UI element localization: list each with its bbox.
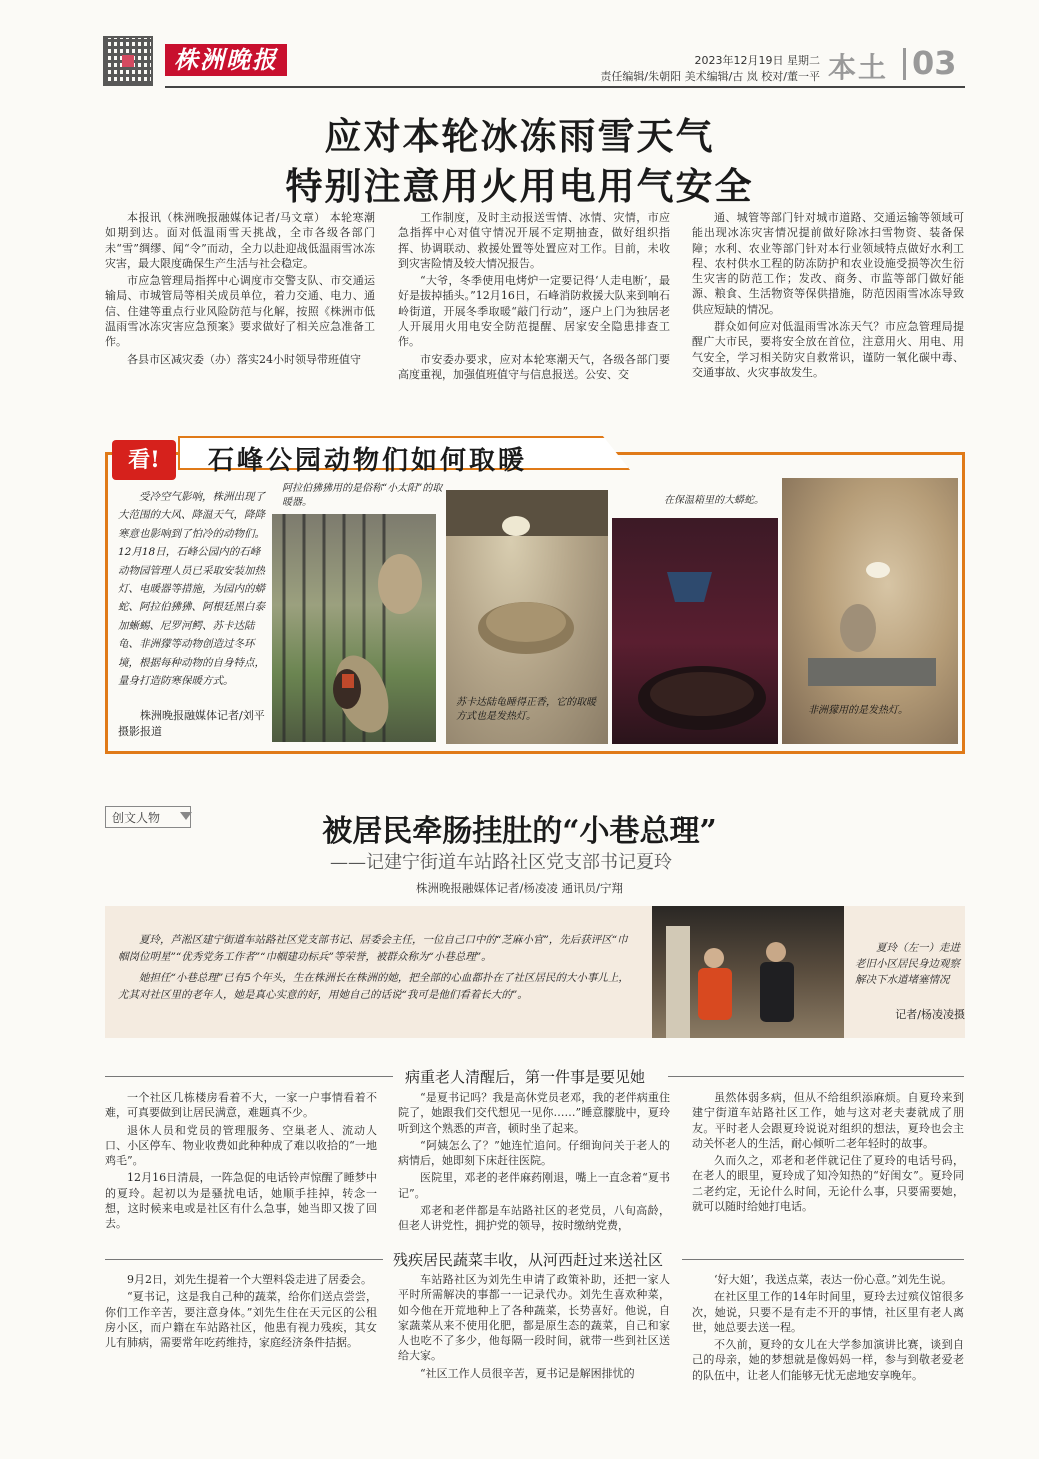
photo-caption: 在保温箱里的大蟒蛇。 bbox=[664, 495, 764, 506]
subhead-rule bbox=[668, 1076, 964, 1077]
lead-headline-2: 特别注意用火用电用气安全 bbox=[285, 165, 754, 208]
paragraph: 夏玲，芦淞区建宁街道车站路社区党支部书记、居委会主任，一位自己口中的“芝麻小官”，先后获评区“巾帼岗位明星”“优秀党务工作者”“巾帼建功标兵”等荣誉，被群众称为“小巷总理”。 bbox=[118, 934, 628, 963]
paragraph: “大爷，冬季使用电烤炉一定要记得‘人走电断’，最好是拔掉插头。”12月16日，石峰消防救援大队来到响石岭街道，开展冬季取暖“敲门行动”，逐户上门为独居老人开展用火用电安全防范提醒、居家安全隐患排查工作。 bbox=[398, 274, 670, 349]
paragraph: 邓老和老伴都是车站路社区的老党员，八旬高龄，但老人讲党性，拥护党的领导，按时缴纳党费， bbox=[398, 1204, 670, 1233]
paragraph: 工作制度，及时主动报送雪情、冰情、灾情，市应急指挥中心对值守情况开展不定期抽查，做好组织指挥、协调联动、救援处置等处置应对工作。目前，未收到灾害险情及较大情况报告。 bbox=[398, 211, 670, 270]
paragraph: 12月16日清晨，一阵急促的电话铃声惊醒了睡梦中的夏玲。起初以为是骚扰电话，她顺手挂掉，转念一想，这时候来电或是社区有什么急事，她当即又拨了回去。 bbox=[105, 1171, 377, 1231]
paragraph: 车站路社区为刘先生申请了政策补助，还把一家人平时所需解决的事都一一记录代办。刘先生喜欢种菜，如今他在开荒地种上了各种蔬菜，长势喜好。他说，自家蔬菜从来不使用化肥，都是原生态的蔬菜，自己和家人也吃不了多少，他每隔一段时间，就带一些到社区送给大家。 bbox=[398, 1273, 670, 1363]
photo-baboon bbox=[272, 514, 436, 742]
paragraph: 本报讯（株洲晚报融媒体记者/马文章） 本轮寒潮如期到达。面对低温雨雪天挑战，全市各级各部门未“雪”绸缪、闻“令”而动，全力以赴迎战低温雨雪冰冻灾害，最大限度确保生产生活与社会稳定。 bbox=[105, 211, 375, 270]
paragraph: 群众如何应对低温雨雪冰冻天气？市应急管理局提醒广大市民，要将安全放在首位，注意用火、用电、用气安全，学习相关防灾自救常识，谨防一氧化碳中毒、交通事故、火灾事故发生。 bbox=[692, 320, 964, 379]
xia-ling-photo-art bbox=[652, 906, 844, 1038]
header-rule bbox=[165, 86, 965, 88]
s2-col-2 bbox=[398, 1272, 670, 1384]
profile-headline: 被居民牵肠挂肚的“小巷总理” bbox=[322, 814, 717, 849]
subhead-1: 病重老人清醒后，第一件事是要见她 bbox=[405, 1068, 646, 1086]
profile-byline: 株洲晚报融媒体记者/杨凌凌 通讯员/宁翔 bbox=[416, 881, 623, 895]
paragraph: “是夏书记吗？我是高休党员老邓，我的老伴病重住院了，她跟我们交代想见一见你……”睡意朦胧中，夏玲听到这个熟悉的声音，顿时坐了起来。 bbox=[398, 1091, 670, 1135]
s2-col-3 bbox=[692, 1272, 964, 1384]
photo-meerkat bbox=[782, 478, 958, 744]
lead-col-2 bbox=[398, 210, 670, 410]
paragraph: ‘好大姐’，我送点菜，表达一份心意。”刘先生说。 bbox=[714, 1273, 953, 1286]
section-name: 本土 bbox=[828, 51, 889, 84]
issue-date: 2023年12月19日 星期二 bbox=[694, 54, 820, 67]
paragraph: 她担任“小巷总理”已有5个年头，生在株洲长在株洲的她，把全部的心血都扑在了社区居民的大小事儿上，尤其对社区里的老年人，她是真心实意的好，用她自己的话说“我可是他们看着长大的”。 bbox=[118, 972, 629, 1001]
subhead-rule bbox=[682, 1259, 964, 1260]
photo-caption: 夏玲（左一）走进老旧小区居民身边观察解决下水道堵塞情况 bbox=[855, 942, 960, 986]
section-divider bbox=[903, 48, 906, 80]
feature-title: 石峰公园动物们如何取暖 bbox=[208, 446, 528, 476]
lead-col-1 bbox=[105, 210, 375, 410]
s2-col-1 bbox=[105, 1272, 377, 1384]
photo-python bbox=[612, 518, 778, 744]
profile-intro bbox=[118, 932, 630, 1006]
s1-col-3 bbox=[692, 1090, 964, 1250]
python-photo-art bbox=[612, 518, 778, 744]
photo-tortoise bbox=[446, 490, 608, 744]
paragraph: 市安委办要求，应对本轮寒潮天气，各级各部门要高度重视，加强值班值守与信息报送。公安、交 bbox=[398, 352, 670, 381]
editor-credits: 责任编辑/朱朝阳 美术编辑/古 岚 校对/董一平 bbox=[600, 70, 820, 83]
paragraph: 医院里，邓老的老伴麻药刚退，嘴上一直念着“夏书记”。 bbox=[398, 1171, 670, 1200]
subhead-rule bbox=[105, 1076, 393, 1077]
paragraph: “夏书记，这是我自己种的蔬菜，给你们送点尝尝，你们工作辛苦，要注意身体。”刘先生住在天元区的公租房小区，而户籍在车站路社区，他患有视力残疾，其女儿有肺病，需要常年吃药维持，家庭经济条件拮据。 bbox=[105, 1290, 377, 1350]
photo-caption: 苏卡达陆龟睡得正香，它的取暖方式也是发热灯。 bbox=[456, 697, 596, 722]
profile-subheadline: ——记建宁街道车站路社区党支部书记夏玲 bbox=[330, 852, 672, 873]
column-tag-label: 创文人物 bbox=[112, 811, 161, 825]
paragraph: 虽然体弱多病，但从不给组织添麻烦。自夏玲来到建宁街道车站路社区工作，她与这对老夫妻就成了朋友。平时老人会跟夏玲说说对组织的想法，夏玲也会主动关怀老人的生活，耐心倾听二老年轻时的故事。 bbox=[692, 1091, 964, 1150]
paragraph: 通、城管等部门针对城市道路、交通运输等领域可能出现冰冻灾害情况提前做好除冰扫雪物资、装备保障；水利、农业等部门针对本行业领域特点做好水利工程、农村供水工程的防冻防护和农业设施受损等次生衍生灾害的防范工作；发改、商务、市监等部门做好能源、粮食、生活物资等保供措施，防范因雨雪冰冻导致供应短缺的情况。 bbox=[692, 211, 964, 316]
s1-col-2 bbox=[398, 1090, 670, 1250]
lead-headline-1: 应对本轮冰冻雨雪天气 bbox=[324, 115, 715, 158]
paragraph: 在社区里工作的14年时间里，夏玲去过殡仪馆很多次，她说，只要不是有走不开的事情，社区里有老人离世，她总要去送一程。 bbox=[692, 1290, 964, 1334]
subhead-2: 残疾居民蔬菜丰收，从河西赶过来送社区 bbox=[393, 1251, 664, 1269]
masthead-logo: 株洲晚报 bbox=[165, 44, 287, 76]
paragraph: 9月2日，刘先生提着一个大塑料袋走进了居委会。 bbox=[127, 1273, 372, 1286]
baboon-photo-art bbox=[272, 514, 436, 742]
paragraph: 退休人员和党员的管理服务、空巢老人、流动人口、小区停车、物业收费如此种种成了难以收拾的“一地鸡毛”。 bbox=[105, 1123, 377, 1168]
feature-credit: 株洲晚报融媒体记者/刘平 摄影报道 bbox=[118, 709, 265, 738]
paragraph: “阿姨怎么了？”她连忙追问。仔细询问关于老人的病情后，她即刻下床赶往医院。 bbox=[398, 1138, 670, 1168]
page-number: 03 bbox=[912, 44, 957, 82]
paragraph: 市应急管理局指挥中心调度市交警支队、市交通运输局、市城管局等相关成员单位，着力交通、电力、通信、住建等重点行业风险防范与化解，按照《株洲市低温雨雪冰冻灾害应急预案》要求做好了相关应急准备工作。 bbox=[105, 274, 375, 349]
paragraph: “社区工作人员很辛苦，夏书记是解困排忧的 bbox=[420, 1366, 635, 1380]
s1-col-1 bbox=[105, 1090, 377, 1250]
photo-caption: 非洲獴用的是发热灯。 bbox=[808, 705, 908, 716]
lead-col-3 bbox=[692, 210, 964, 410]
qr-code-icon bbox=[103, 36, 153, 86]
photo-xia-ling bbox=[652, 906, 844, 1038]
feature-intro: 受冷空气影响，株洲出现了大范围的大风、降温天气，降降寒意也影响到了怕冷的动物们。12月18日，石峰公园内的石峰动物园管理人员已采取安装加热灯、电暖器等措施，为园内的蟒蛇、阿拉伯狒狒、阿根廷黑白泰加蜥蜴、尼罗河鳄、苏卡达陆龟、非洲獴等动物创造过冬环境，根据每种动物的自身特点，量身打造防寒保暖方式。 bbox=[118, 491, 265, 688]
photo-caption: 阿拉伯狒狒用的是俗称“小太阳”的取暖器。 bbox=[282, 483, 443, 508]
paragraph: 各县市区减灾委（办）落实24小时领导带班值守 bbox=[127, 352, 361, 366]
photo-credit: 记者/杨凌凌摄 bbox=[895, 1008, 965, 1021]
paragraph: 久而久之，邓老和老伴就记住了夏玲的电话号码，在老人的眼里，夏玲成了知冷知热的“好闺女”。夏玲同二老约定，无论什么时间，无论什么事，只要需要她，就可以随时给她打电话。 bbox=[692, 1154, 964, 1214]
paragraph: 不久前，夏玲的女儿在大学参加演讲比赛，谈到自己的母亲，她的梦想就是像妈妈一样，参与到敬老爱老的队伍中，让老人们能够无忧无虑地安享晚年。 bbox=[692, 1338, 964, 1382]
paragraph: 一个社区几栋楼房看着不大，一家一户事情看着不难，可真要做到让居民满意，难题真不少。 bbox=[105, 1091, 377, 1120]
subhead-rule bbox=[105, 1259, 383, 1260]
feature-badge: 看! bbox=[112, 440, 176, 480]
